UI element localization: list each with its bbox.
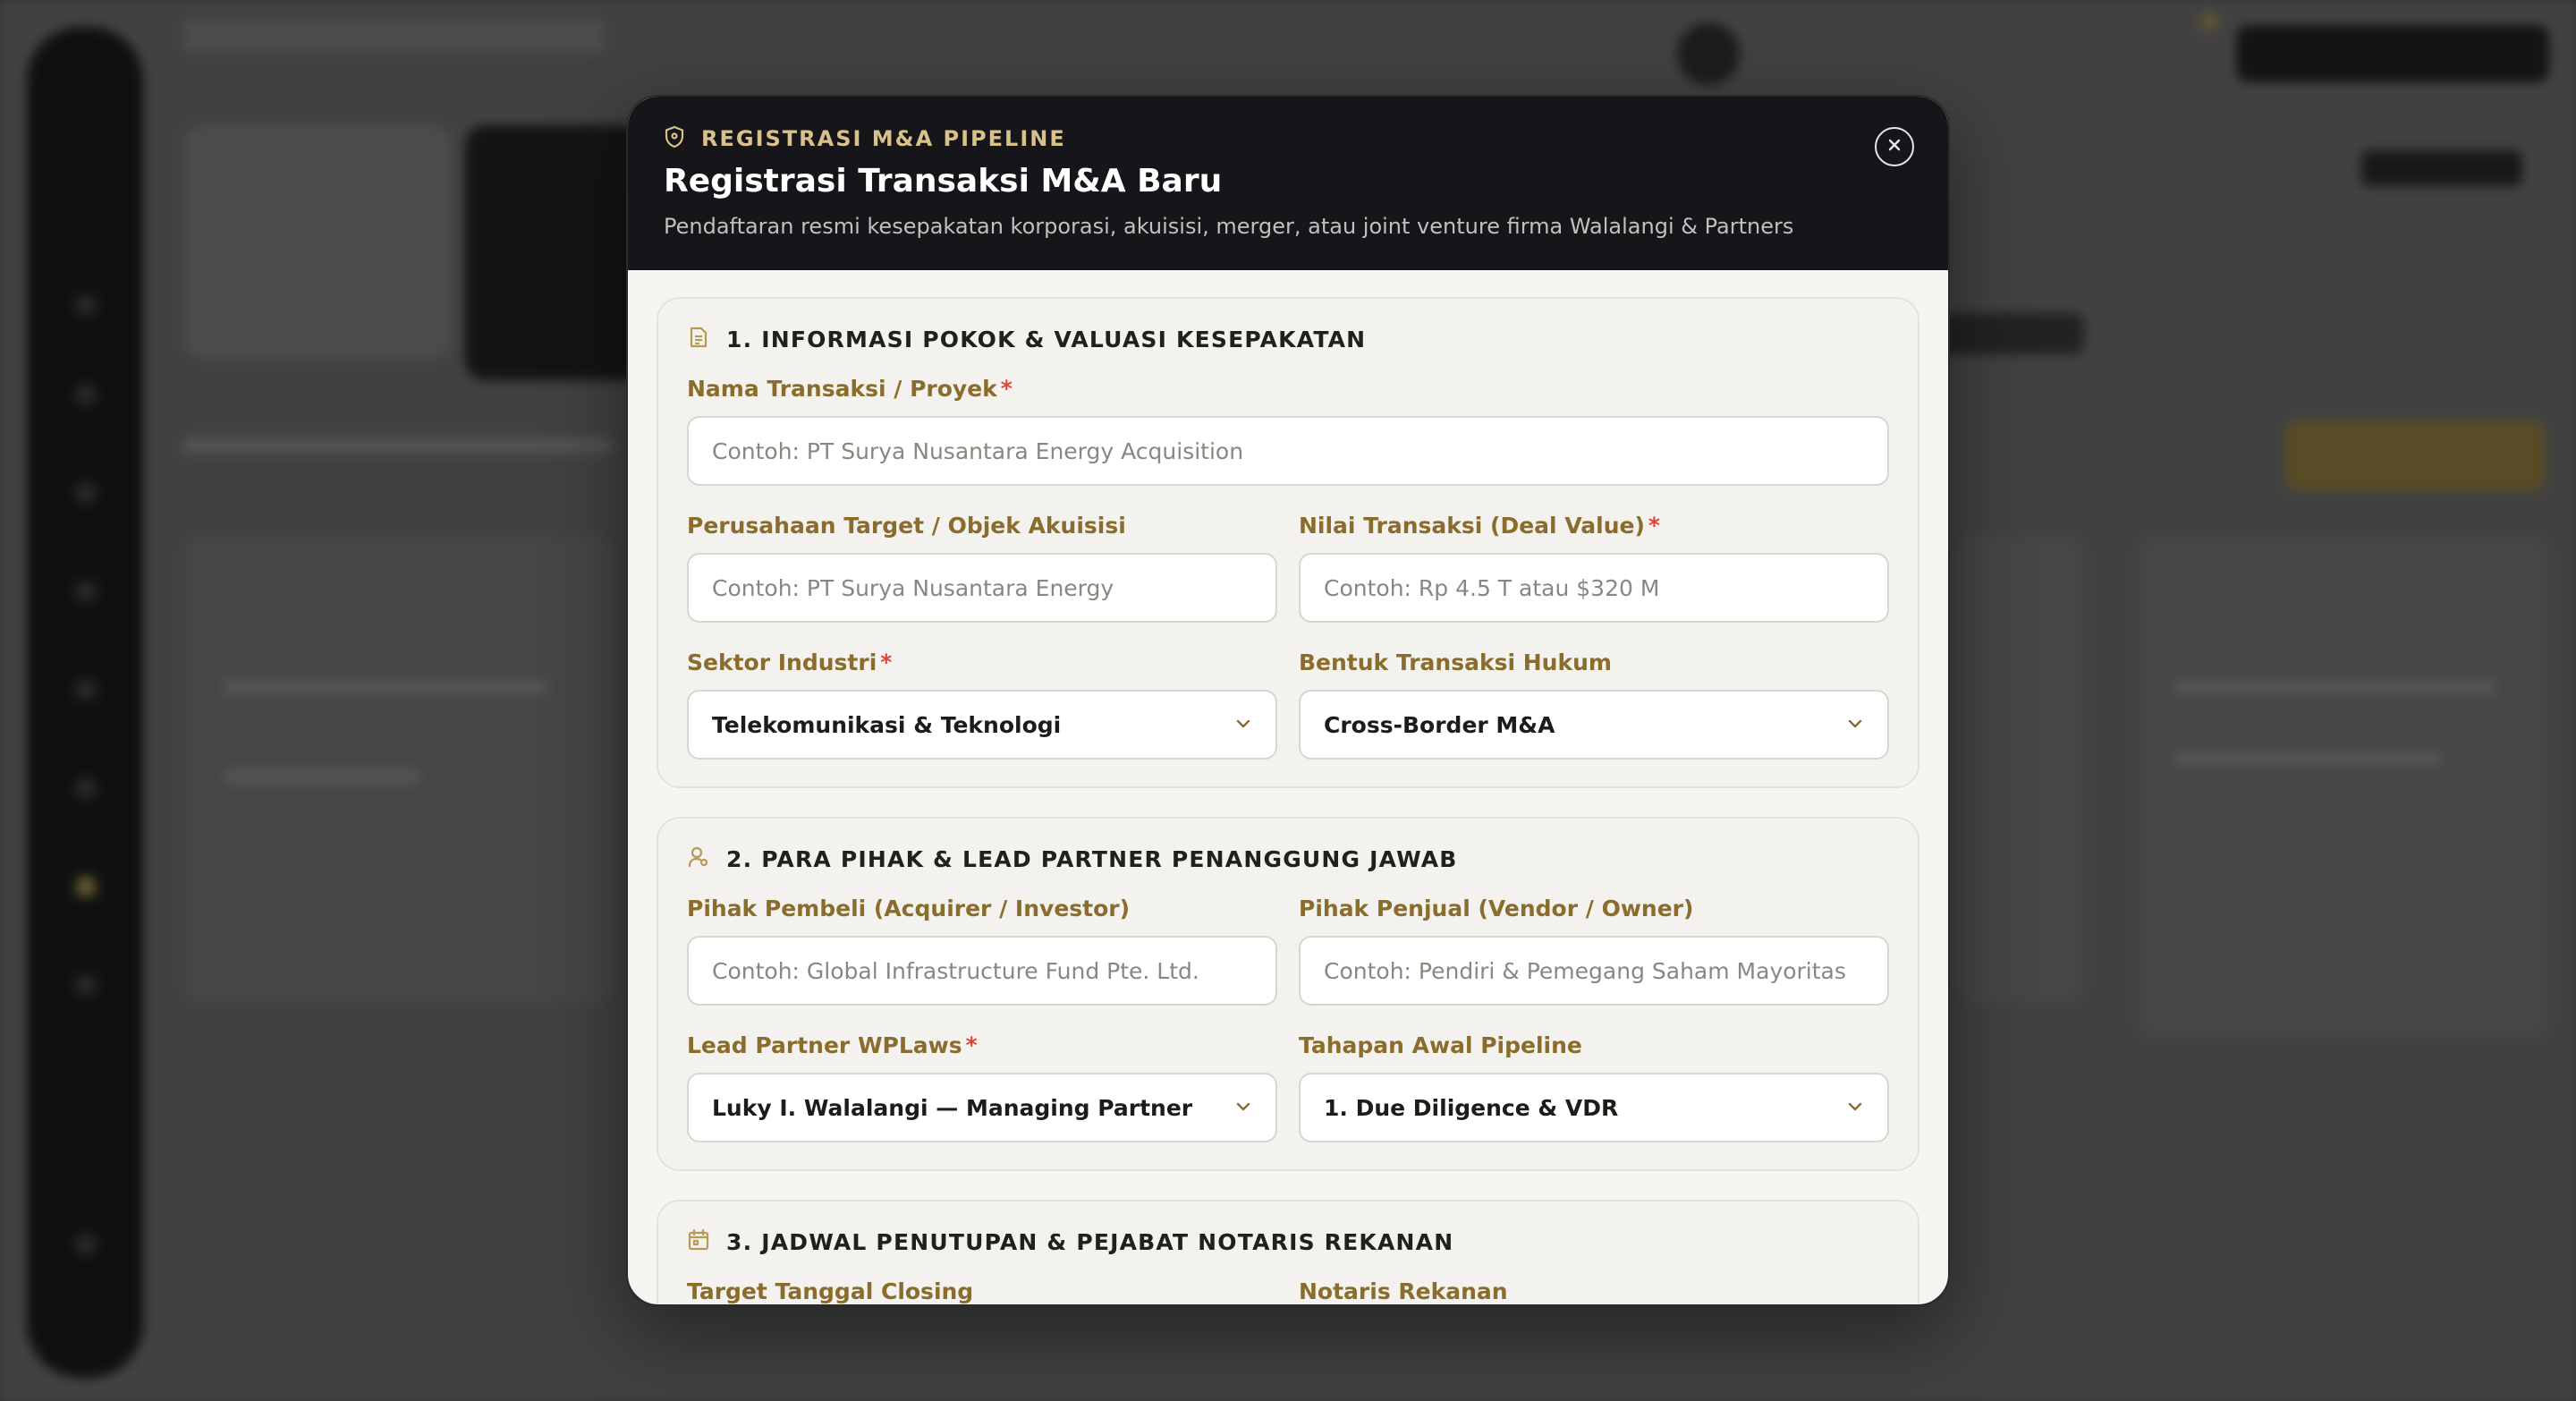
target-company-input[interactable] [687, 553, 1277, 623]
field-label: Pihak Pembeli (Acquirer / Investor) [687, 896, 1131, 921]
field-label: Lead Partner WPLaws * [687, 1032, 978, 1058]
pipeline-stage-select[interactable] [1299, 1073, 1889, 1142]
chevron-down-icon [1234, 717, 1252, 734]
field-row [687, 896, 1889, 1006]
chevron-down-icon [1846, 1100, 1864, 1117]
select-value: Cross-Border M&A [1324, 711, 1555, 738]
field-notary [1299, 1278, 1889, 1306]
field-label: Nilai Transaksi (Deal Value) * [1299, 513, 1660, 539]
field-closing-date [687, 1278, 1277, 1306]
select-value: Luky I. Walalangi — Managing Partner [712, 1094, 1193, 1121]
field-stage [1299, 1032, 1889, 1142]
modal-subtitle: Pendaftaran resmi kesepakatan korporasi, akuisisi, merger, atau joint venture firma Walalangi & Partners [664, 214, 1794, 239]
close-button[interactable] [1875, 127, 1914, 166]
register-deal-modal [626, 95, 1950, 1306]
field-target [687, 513, 1277, 623]
section-head [687, 845, 1889, 872]
field-label: Sektor Industri * [687, 650, 893, 675]
required-mark: * [1000, 376, 1013, 402]
modal-header [628, 97, 1948, 270]
field-row [687, 650, 1889, 760]
field-deal-name [687, 376, 1889, 486]
chevron-down-icon [1234, 1100, 1252, 1117]
document-icon [687, 326, 710, 352]
modal-eyebrow-text: REGISTRASI M&A PIPELINE [701, 126, 1066, 151]
field-label: Target Tanggal Closing [687, 1278, 974, 1304]
section-title: 2. PARA PIHAK & LEAD PARTNER PENANGGUNG JAWAB [726, 845, 1458, 872]
shield-icon [664, 125, 685, 152]
section-deal-info [657, 297, 1919, 788]
field-buyer [687, 896, 1277, 1006]
close-icon [1886, 137, 1902, 157]
field-label: Bentuk Transaksi Hukum [1299, 650, 1612, 675]
select-value: 1. Due Diligence & VDR [1324, 1094, 1619, 1121]
field-lead-partner [687, 1032, 1277, 1142]
buyer-input[interactable] [687, 936, 1277, 1006]
modal-title: Registrasi Transaksi M&A Baru [664, 163, 1223, 200]
required-mark: * [965, 1032, 978, 1058]
field-label: Nama Transaksi / Proyek * [687, 376, 1013, 402]
modal-eyebrow [664, 125, 1912, 152]
deal-name-input[interactable] [687, 416, 1889, 486]
section-closing [657, 1200, 1919, 1306]
required-mark: * [880, 650, 893, 675]
section-head [687, 1228, 1889, 1255]
field-row [687, 1032, 1889, 1142]
field-row [687, 1278, 1889, 1306]
required-mark: * [1648, 513, 1660, 539]
user-icon [687, 845, 710, 872]
modal-body [628, 270, 1948, 1306]
section-title: 3. JADWAL PENUTUPAN & PEJABAT NOTARIS REKANAN [726, 1228, 1454, 1255]
field-label: Perusahaan Target / Objek Akuisisi [687, 513, 1126, 539]
field-legal-form [1299, 650, 1889, 760]
section-parties [657, 817, 1919, 1171]
field-row [687, 513, 1889, 623]
legal-form-select[interactable] [1299, 690, 1889, 760]
lead-partner-select[interactable] [687, 1073, 1277, 1142]
field-deal-value [1299, 513, 1889, 623]
calendar-icon [687, 1228, 710, 1255]
sector-select[interactable] [687, 690, 1277, 760]
field-label: Notaris Rekanan [1299, 1278, 1508, 1304]
deal-value-input[interactable] [1299, 553, 1889, 623]
field-label: Pihak Penjual (Vendor / Owner) [1299, 896, 1694, 921]
field-sector [687, 650, 1277, 760]
section-title: 1. INFORMASI POKOK & VALUASI KESEPAKATAN [726, 326, 1367, 352]
seller-input[interactable] [1299, 936, 1889, 1006]
chevron-down-icon [1846, 717, 1864, 734]
field-seller [1299, 896, 1889, 1006]
field-label: Tahapan Awal Pipeline [1299, 1032, 1582, 1058]
select-value: Telekomunikasi & Teknologi [712, 711, 1062, 738]
section-head [687, 326, 1889, 352]
